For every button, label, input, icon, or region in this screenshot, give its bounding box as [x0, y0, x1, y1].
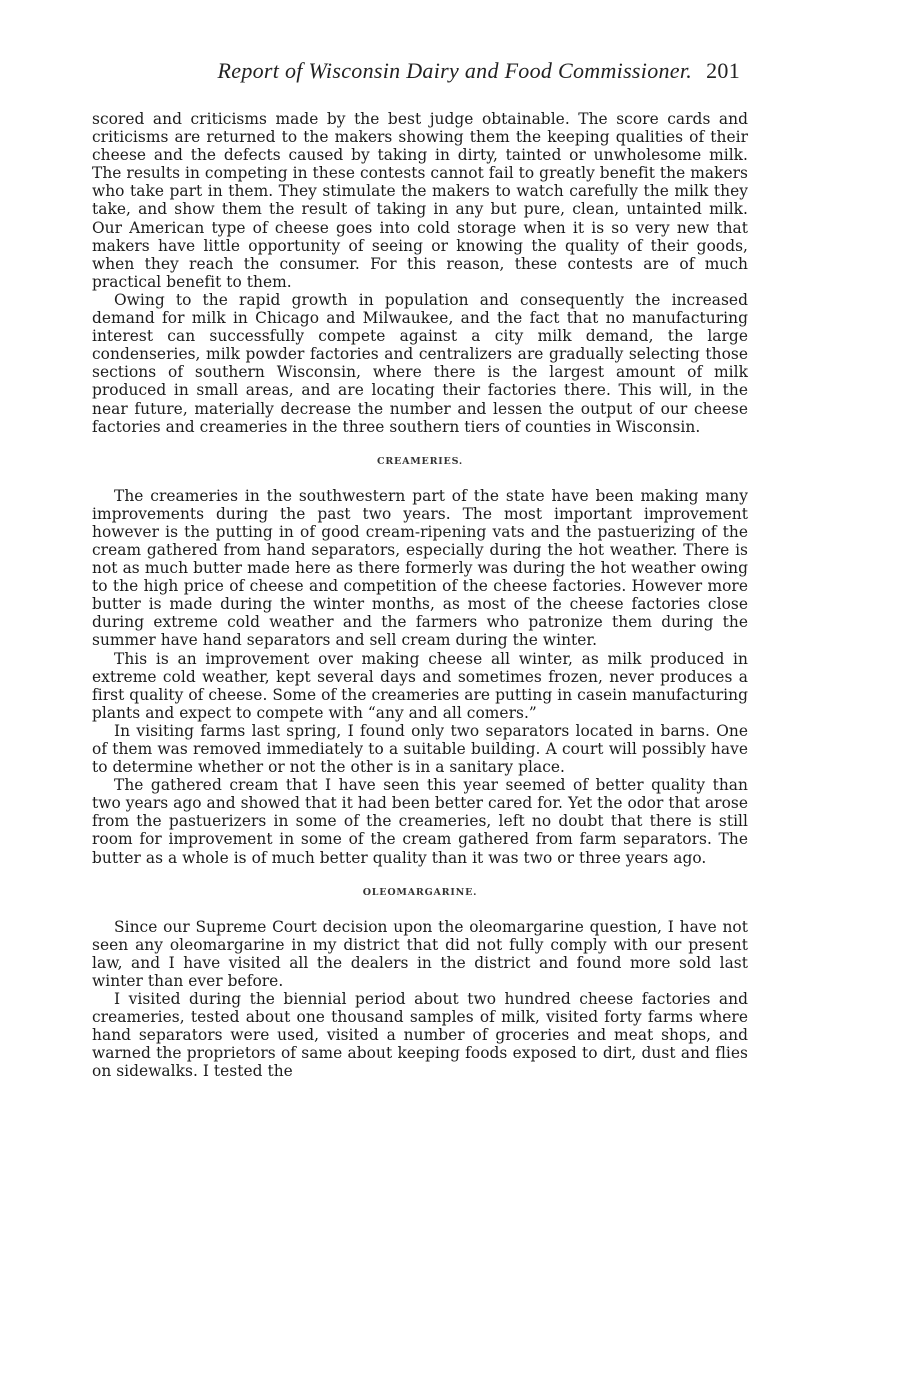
body-paragraph: The gathered cream that I have seen this year seemed of better quality than two years ago and showed that it had been better cared for. Yet the odor that arose from the pastuerizers in some of the creameries, left no doubt that there is still room for improvement in some of the cream gathered from farm separators. The butter as a whole is of much better quality than it was two or three years ago. [92, 776, 748, 867]
page [92, 58, 748, 1081]
body-paragraph: I visited during the biennial period about two hundred cheese factories and creameries, tested about one thousand samples of milk, visited forty farms where hand separators were used, visited a number of groceries and meat shops, and warned the proprietors of same about keeping foods exposed to dirt, dust and flies on sidewalks. I tested the [92, 990, 748, 1081]
body-paragraph: Owing to the rapid growth in population and consequently the increased demand for milk in Chicago and Milwaukee, and the fact that no manufacturing interest can successfully compete against a city milk demand, the large condenseries, milk powder factories and centralizers are gradually selecting those sections of southern Wisconsin, where there is the largest amount of milk produced in small areas, and are locating their factories there. This will, in the near future, materially decrease the number and lessen the output of our cheese factories and creameries in the three southern tiers of counties in Wisconsin. [92, 290, 748, 436]
running-head [92, 58, 748, 84]
body-paragraph: scored and criticisms made by the best judge obtainable. The score cards and criticisms are returned to the makers showing them the keeping qualities of their cheese and the defects caused by taking in dirty, tainted or unwholesome milk. The results in competing in these contests cannot fail to greatly benefit the makers who take part in them. They stimulate the makers to watch carefully the milk they take, and show them the result of taking in any but pure, clean, untainted milk. Our American type of cheese goes into cold storage when it is so very new that makers have little opportunity of seeing or knowing the quality of their goods, when they reach the consumer. For this reason, these contests are of much practical benefit to them. [92, 110, 748, 291]
section-heading-creameries: CREAMERIES. [376, 455, 464, 467]
running-head-title: Report of Wisconsin Dairy and Food Commissioner. [217, 58, 693, 83]
body-paragraph: This is an improvement over making cheese all winter, as milk produced in extreme cold weather, kept several days and sometimes frozen, never produces a first quality of cheese. Some of the creameries are putting in casein manufacturing plants and expect to compete with “any and all comers.” [92, 649, 748, 722]
body-paragraph: Since our Supreme Court decision upon the oleomargarine question, I have not seen any oleomargarine in my district that did not fully comply with our present law, and I have visited all the dealers in the district and found more sold last winter than ever before. [92, 917, 748, 990]
section-heading-oleomargarine: OLEOMARGARINE. [362, 886, 478, 898]
body-paragraph: In visiting farms last spring, I found only two separators located in barns. One of them was removed immediately to a suitable building. A court will possibly have to determine whether or not the other is in a sanitary place. [92, 721, 748, 777]
body-paragraph: The creameries in the southwestern part of the state have been making many improvements during the past two years. The most important improvement however is the putting in of good cream-ripening vats and the pastuerizing of the cream gathered from hand separators, especially during the hot weather. There is not as much butter made here as there formerly was during the hot weather owing to the high price of cheese and competition of the cheese factories. However more butter is made during the winter months, as most of the cheese factories close during extreme cold weather and the farmers who patronize them during the summer have hand separators and sell cream during the winter. [92, 486, 748, 650]
page-number: 201 [706, 58, 740, 83]
